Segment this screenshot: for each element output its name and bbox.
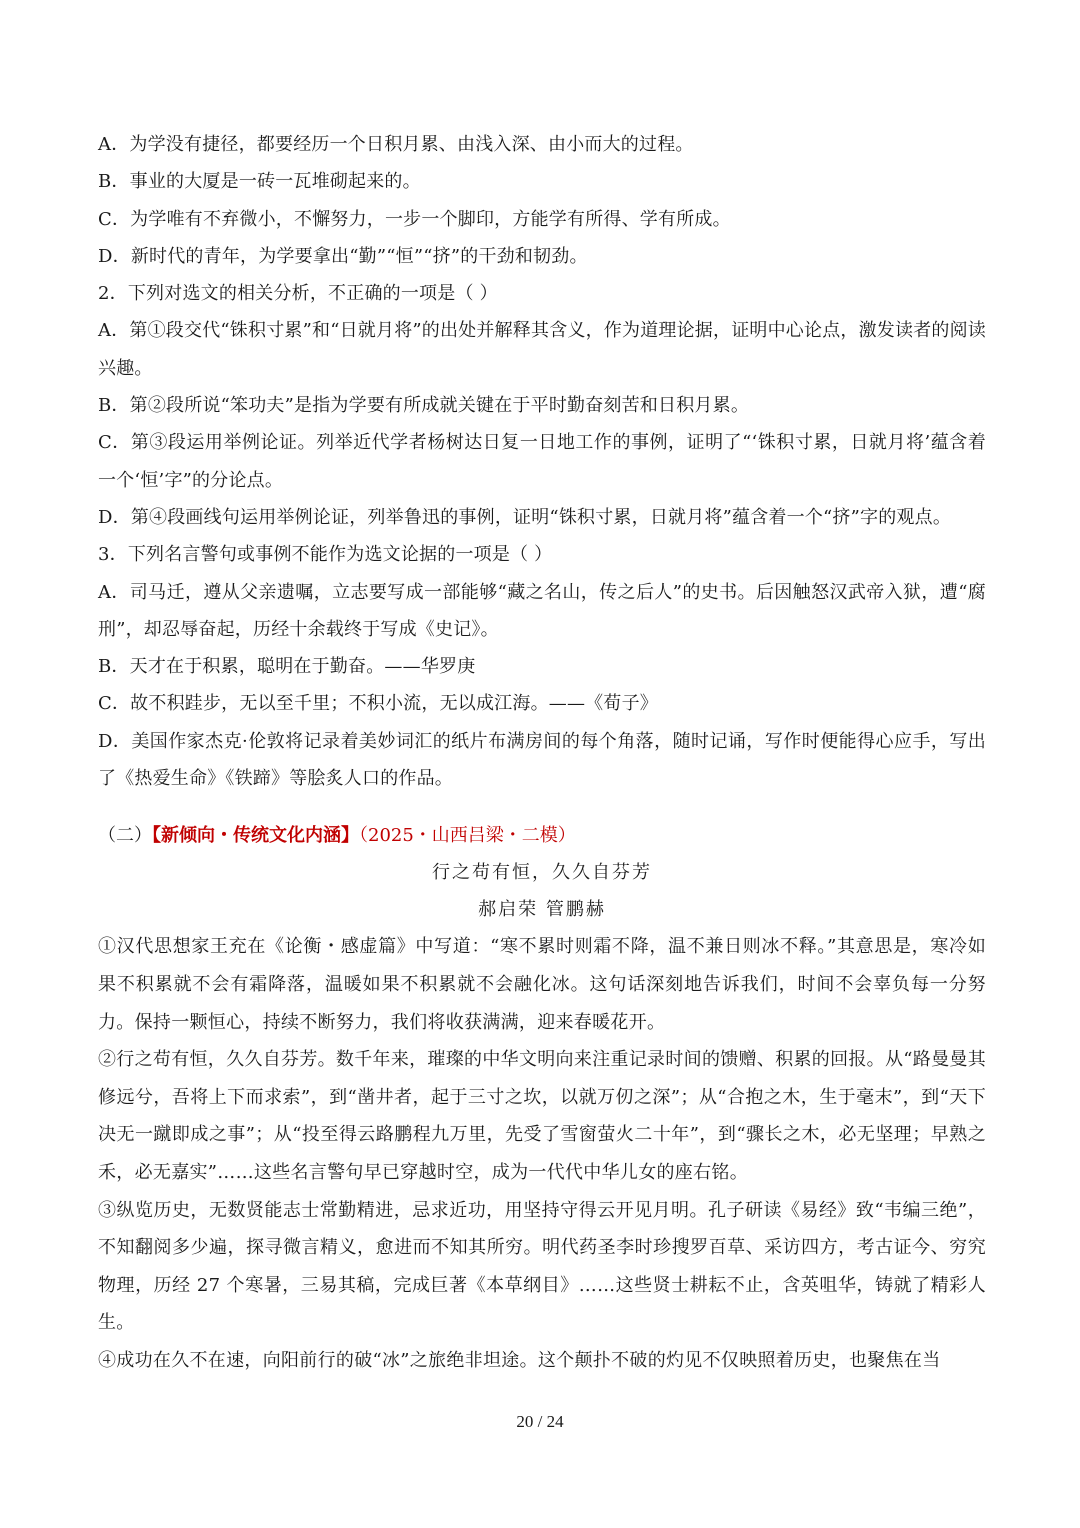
article-paragraph-2: ②行之苟有恒，久久自芬芳。数千年来，璀璨的中华文明向来注重记录时间的馈赠、积累的回报。从“路曼曼其修远兮，吾将上下而求索”，到“凿井者，起于三寸之坎，以就万仞之深”；从“合抱之木，生于毫末”，到“天下决无一蹴即成之事”；从“投至得云路鹏程九万里，先受了雪窗萤火二十年”，到“骤长之木，必无坚理；早熟之禾，必无嘉实”……这些名言警句早已穿越时空，成为一代代中华儿女的座右铭。 bbox=[98, 1049, 986, 1183]
article-paragraph-1: ①汉代思想家王充在《论衡・感虚篇》中写道：“寒不累时则霜不降，温不兼日则冰不释。”其意思是，寒冷如果不积累就不会有霜降落，温暖如果不积累就不会融化冰。这句话深刻地告诉我们，时间不会辜负每一分努力。保持一颗恒心，持续不断努力，我们将收获满满，迎来春暖花开。 bbox=[98, 936, 986, 1033]
q3-stem: 3．下列名言警句或事例不能作为选文论据的一项是（ ） bbox=[98, 544, 553, 566]
document-body bbox=[98, 126, 986, 1379]
article-title: 行之苟有恒，久久自芬芳 bbox=[432, 862, 652, 884]
question-2 bbox=[98, 275, 986, 536]
q2-option-a: A．第①段交代“铢积寸累”和“日就月将”的出处并解释其含义，作为道理论据，证明中心论点，激发读者的阅读兴趣。 bbox=[98, 320, 987, 379]
q1-option-a: A．为学没有捷径，都要经历一个日积月累、由浅入深、由小而大的过程。 bbox=[98, 134, 694, 155]
page-number: 20 / 24 bbox=[516, 1412, 564, 1431]
q1-option-c: C．为学唯有不弃微小，不懈努力，一步一个脚印，方能学有所得、学有所成。 bbox=[98, 208, 731, 230]
section-source: （2025・山西吕梁・二模） bbox=[359, 825, 576, 847]
article-paragraph-4: ④成功在久不在速，向阳前行的破“冰”之旅绝非坦途。这个颠扑不破的灼见不仅映照着历史，也聚焦在当 bbox=[98, 1349, 941, 1371]
q1-option-b: B．事业的大厦是一砖一瓦堆砌起来的。 bbox=[98, 171, 421, 193]
article-paragraph-3: ③纵览历史，无数贤能志士常勤精进，忌求近功，用坚持守得云开见月明。孔子研读《易经》致“韦编三绝”，不知翻阅多少遍，探寻微言精义，愈进而不知其所穷。明代药圣李时珍搜罗百草、采访四方，考古证今、穷究物理，历经 27 个寒暑，三易其稿，完成巨著《本草纲目》……这些贤士耕耘不止，含英咀华，铸就了精彩人生。 bbox=[98, 1199, 986, 1334]
section-spacer bbox=[98, 797, 986, 817]
q3-option-c: C．故不积跬步，无以至千里；不积小流，无以成江海。——《荀子》 bbox=[98, 693, 658, 715]
q1-option-d: D．新时代的青年，为学要拿出“勤”“恒”“挤”的干劲和韧劲。 bbox=[98, 245, 588, 267]
q1-options bbox=[98, 126, 986, 275]
article-authors: 郝启荣 管鹏赫 bbox=[478, 899, 606, 921]
section-tag: 【新倾向・传统文化内涵】 bbox=[152, 825, 359, 847]
section-2-heading bbox=[98, 817, 986, 854]
q3-option-b: B．天才在于积累，聪明在于勤奋。——华罗庚 bbox=[98, 656, 476, 678]
q3-option-d: D．美国作家杰克·伦敦将记录着美妙词汇的纸片布满房间的每个角落，随时记诵，写作时便能得心应手，写出了《热爱生命》《铁蹄》等脍炙人口的作品。 bbox=[98, 730, 986, 790]
q2-option-c: C．第③段运用举例论证。列举近代学者杨树达日复一日地工作的事例，证明了“‘铢积寸累，日就月将’蕴含着一个‘恒’字”的分论点。 bbox=[98, 432, 986, 491]
q2-stem: 2．下列对选文的相关分析，不正确的一项是（ ） bbox=[98, 283, 498, 305]
article-body bbox=[98, 928, 986, 1379]
question-3 bbox=[98, 536, 986, 797]
section-number: （二） bbox=[98, 825, 152, 847]
q2-option-d: D．第④段画线句运用举例论证，列举鲁迅的事例，证明“铢积寸累，日就月将”蕴含着一个“挤”字的观点。 bbox=[98, 506, 952, 528]
q3-option-a: A．司马迁，遵从父亲遗嘱，立志要写成一部能够“藏之名山，传之后人”的史书。后因触怒汉武帝入狱，遭“腐刑”，却忍辱奋起，历经十余载终于写成《史记》。 bbox=[98, 581, 986, 640]
q2-option-b: B．第②段所说“笨功夫”是指为学要有所成就关键在于平时勤奋刻苦和日积月累。 bbox=[98, 395, 750, 417]
